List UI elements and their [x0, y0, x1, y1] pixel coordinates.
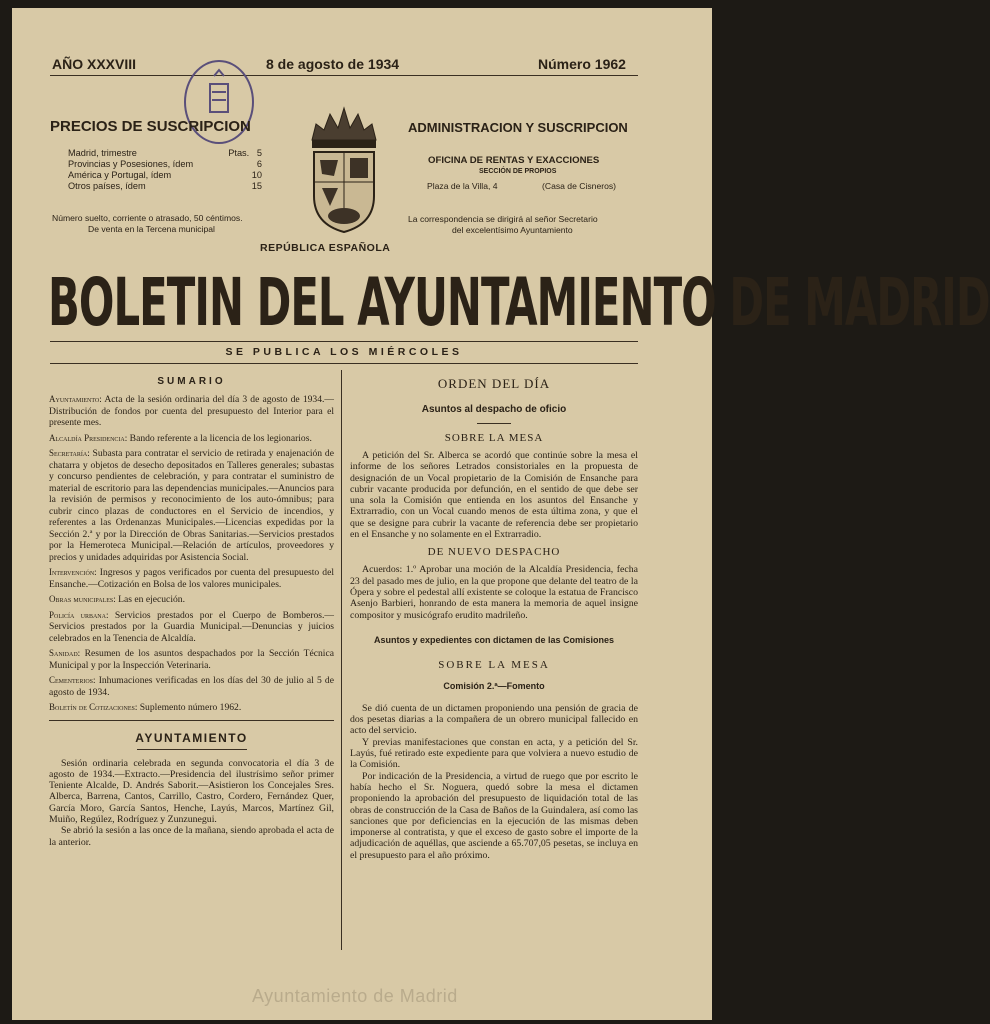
correspondence-note: La correspondencia se dirigirá al señor Secretario	[408, 214, 598, 224]
session-paragraph: Se abrió la sesión a las once de la mañana, siendo aprobada el acta de la anterior.	[49, 825, 334, 848]
coat-of-arms	[304, 100, 384, 236]
session-paragraph: Sesión ordinaria celebrada en segunda convocatoria el día 3 de agosto de 1934.—Extracto.—Presidencia del ilustrísimo señor primer Teniente Alcalde, D. Andrés Saborit.—Asistieron los Concejales Sres. Alberca, Barrena, Cantos, Carrillo, Castro, Cordero, Fernández Quer, García Moro, García Santos, Henche, Layús, Marcos, Martínez Gil, Muiño, Regúlez, Rodríguez y Zunzunegui.	[49, 757, 334, 825]
sobre-mesa-heading-2: SOBRE LA MESA	[438, 658, 550, 671]
issue-date: 8 de agosto de 1934	[266, 56, 400, 72]
column-divider	[341, 370, 342, 950]
summary-item: Sanidad: Resumen de los asuntos despachados por la Sección Técnica Municipal y por la Inspección Veterinaria.	[49, 648, 334, 671]
masthead-rule-2	[50, 363, 638, 364]
subscription-place: Otros países, ídem	[68, 181, 146, 191]
subscription-row	[68, 170, 262, 181]
resolution-paragraph: Y previas manifestaciones que constan en acta, y a petición del Sr. Layús, fué retirado este expediente para que volviera a nuevo estudio de la Comisión.	[350, 736, 638, 771]
issue-number: Número 1962	[538, 56, 626, 72]
watermark: Ayuntamiento de Madrid	[252, 986, 458, 1006]
coat-of-arms-icon	[304, 100, 384, 236]
subscription-row	[68, 159, 262, 170]
header-rule	[50, 75, 638, 76]
office-name: OFICINA DE RENTAS Y EXACCIONES	[428, 155, 600, 166]
subscription-price: 6	[256, 159, 262, 169]
resolution-paragraph: Por indicación de la Presidencia, a virtud de ruego que por escrito le había hecho el Sr. Noguera, quedó sobre la mesa el dictamen proponiendo la aprobación del presupuesto de liquidación total de las obras de construcción de la Casa de Baños de la Guindalera, así como las sanciones que por deficiencias en la ejecución de las mismas deben imponerse al contratista, y que el exceso de gasto sobre el importe de la adjudicación de aquéllas, que asciende a 65.707,05 pesetas, se incluya en el presupuesto para el año próximo.	[350, 770, 638, 861]
right-column	[350, 376, 638, 861]
subscription-place: Provincias y Posesiones, ídem	[68, 159, 194, 169]
subscription-table	[68, 148, 262, 192]
resolution-paragraph: Se dió cuenta de un dictamen proponiendo una pensión de gracia de dos pesetas diarias a la compañera de un obrero municipal fallecido en acto del servicio.	[350, 702, 638, 737]
correspondence-note-2: del excelentísimo Ayuntamiento	[452, 225, 573, 235]
left-column	[49, 376, 334, 848]
summary-item: Intervención: Ingresos y pagos verificados por cuenta del presupuesto del Ensanche.—Cotización en Bolsa de los valores municipales.	[49, 567, 334, 590]
summary-item: Policía urbana: Servicios prestados por el Cuerpo de Bomberos.—Servicios prestados por la Guardia Municipal.—Denuncias y juicios celebrados en la Tenencia de Alcaldía.	[49, 609, 335, 644]
subscription-row	[68, 148, 262, 159]
single-copy-note: Número suelto, corriente o atrasado, 50 céntimos.	[52, 213, 243, 223]
republic-label: REPÚBLICA ESPAÑOLA	[260, 242, 391, 254]
subscription-place: América y Portugal, ídem	[68, 170, 172, 180]
summary-item: Alcaldía Presidencia: Bando referente a la licencia de los legionarios.	[49, 432, 312, 444]
summary-item: Obras municipales: Las en ejecución.	[49, 594, 185, 605]
resolution-paragraph: A petición del Sr. Alberca se acordó que continúe sobre la mesa el informe de los señores Letrados consistoriales en la propuesta de designación de un Vocal propietario de la Comisión de Ensanche para cubrir vacante producida por defunción, en el sentido de que debe ser una sola la Comisión que entienda en los asuntos del Ensanche y Extrarradio, con un Vocal cuando menos de esta última zona, y que el que se designe para cubrir la vacante de referencia debe ser propietario en el Ensanche y no solamente en el Extrarradio.	[350, 450, 638, 541]
office-address: Plaza de la Villa, 4	[427, 181, 498, 191]
subscription-title: PRECIOS DE SUSCRIPCION	[50, 118, 251, 135]
section-rule	[137, 749, 247, 750]
sale-note: De venta en la Tercena municipal	[88, 224, 215, 234]
subscription-price: 5	[256, 148, 262, 158]
summary-title: SUMARIO	[157, 376, 226, 387]
masthead-title: BOLETIN DEL AYUNTAMIENTO DE MADRID	[48, 265, 990, 342]
subscription-unit: Ptas.	[228, 148, 250, 158]
orden-title: ORDEN DEL DÍA	[437, 376, 551, 391]
nuevo-despacho-heading: DE NUEVO DESPACHO	[427, 546, 561, 559]
sobre-mesa-heading: SOBRE LA MESA	[444, 432, 544, 444]
comision-heading: Comisión 2.ª—Fomento	[443, 680, 545, 691]
section-rule	[477, 423, 511, 424]
office-house: (Casa de Cisneros)	[542, 181, 617, 191]
subscription-price: 10	[251, 170, 262, 180]
masthead-box	[48, 256, 990, 352]
masthead-rule	[50, 341, 638, 342]
section-rule	[49, 720, 334, 721]
summary-item: Boletín de Cotizaciones: Suplemento número 1962.	[49, 702, 242, 713]
summary-item: Cementerios: Inhumaciones verificadas en los días del 30 de julio al 5 de agosto de 1934.	[49, 675, 334, 698]
summary-item: Ayuntamiento: Acta de la sesión ordinaria del día 3 de agosto de 1934.—Distribución de fondos por cuenta del presupuesto del Interior para el presente mes.	[49, 394, 334, 428]
asuntos-heading: Asuntos al despacho de oficio	[421, 404, 567, 415]
subscription-place: Madrid, trimestre	[68, 148, 137, 158]
section-name: SECCIÓN DE PROPIOS	[479, 168, 557, 175]
subscription-row	[68, 181, 262, 192]
summary-item: Secretaría: Subasta para contratar el servicio de retirada y enajenación de chatarra y objetos de desecho depositados en Talleres generales; subastas y concurso pendientes de celebración, y para contratar el suministro de material de escritorio para las dependencias municipales.—Anuncios para la revisión de permisos y reconocimiento de los auto-ómnibus; para cubrir cinco plazas de conductores en el Servicio de incendios, y referentes a las Ordenanzas Municipales.—Licencias expedidas por la Sección 2.ª y por la Dirección de Obras Sanitarias.—Servicios prestados por la Hemeroteca Municipal.—Relación de artículos, proveedores y precios y unidades adquiridas por Asistencia Social.	[49, 448, 334, 563]
administration-title: ADMINISTRACION Y SUSCRIPCION	[408, 120, 628, 135]
asuntos-comisiones-heading: Asuntos y expedientes con dictamen de las Comisiones	[373, 634, 615, 645]
publication-day: SE PUBLICA LOS MIÉRCOLES	[225, 346, 463, 358]
ayuntamiento-title: AYUNTAMIENTO	[135, 730, 248, 745]
year-label: AÑO XXXVIII	[52, 56, 137, 72]
resolution-paragraph: Acuerdos: 1.º Aprobar una moción de la Alcaldía Presidencia, fecha 23 del pasado mes de julio, en la que propone que delante del teatro de la Ópera y sobre el pedestal allí existente se coloque la estatua de Francisco Asenjo Barbieri, honrando de esta manera la memoria de aquel insigne compositor y musicógrafo erudito madrileño.	[350, 564, 638, 621]
newspaper-page	[12, 8, 990, 1020]
subscription-price: 15	[251, 181, 262, 191]
